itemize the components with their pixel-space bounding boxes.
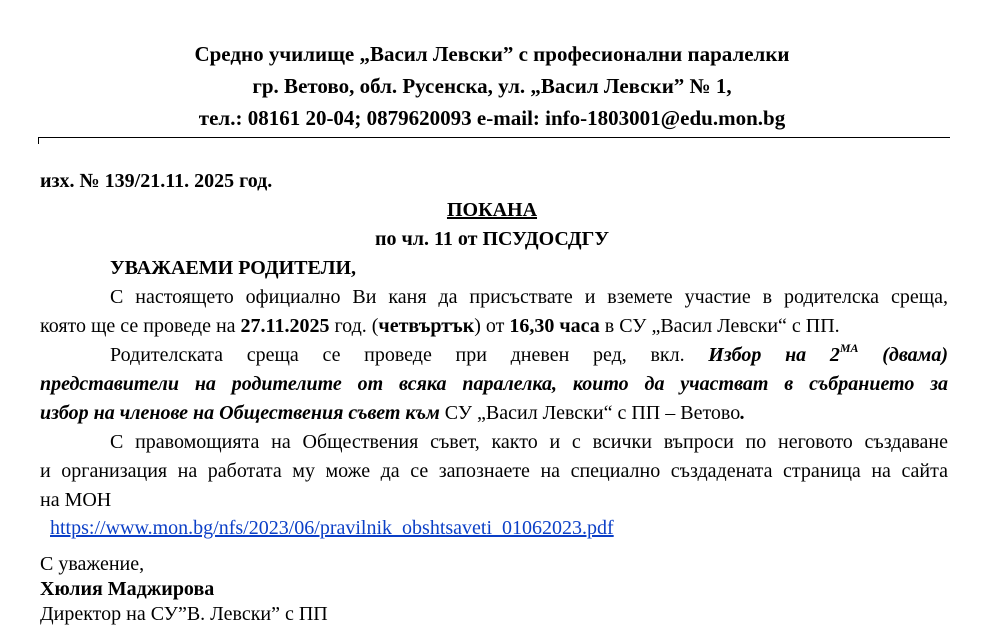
header-divider xyxy=(38,137,950,138)
paragraph-line xyxy=(40,428,948,457)
council-text: С правомощията на Обществения съвет, както и с всички въпроси по неговото създаване xyxy=(110,431,948,453)
invitation-text: год. ( xyxy=(329,315,379,337)
paragraph-line: и организация на работата му може да се запознаете на специално създадената страница на сайта xyxy=(40,460,948,482)
school-address: гр. Ветово, обл. Русенска, ул. „Васил Левски” № 1, xyxy=(252,74,732,98)
paragraph-line xyxy=(40,399,948,428)
paragraph-line xyxy=(40,283,948,312)
invitation-text: ) от xyxy=(474,315,510,337)
agenda-text: СУ „Васил Левски“ с ПП – Ветово xyxy=(439,402,741,424)
agenda-item: Избор на $2^{МА}$ (двама) xyxy=(708,341,948,366)
paragraph-line xyxy=(40,312,948,341)
paragraph-council xyxy=(40,428,948,515)
meeting-weekday: четвъртък xyxy=(378,315,475,337)
paragraph-invitation xyxy=(40,283,948,341)
invitation-text: която ще се проведе на xyxy=(40,315,241,337)
signatory-name: Хюлия Маджирова xyxy=(40,578,215,600)
school-name: Средно училище „Васил Левски” с професионални паралелки xyxy=(194,42,790,66)
document-title: ПОКАНА xyxy=(446,199,538,221)
invitation-text: С настоящето официално Ви каня да присъствате и вземете участие в родителска среща, xyxy=(110,286,948,308)
agenda-item-line: избор на членове на Обществения съвет към xyxy=(40,402,440,424)
superscript: МА xyxy=(839,341,859,355)
closing: С уважение, xyxy=(40,553,145,575)
agenda-dot: . xyxy=(740,402,746,424)
agenda-item-line: представители на родителите от всяка паралелка, които да участват в събранието за xyxy=(40,373,948,395)
school-contacts: тел.: 08161 20-04; 0879620093 e-mail: info-1803001@edu.mon.bg xyxy=(198,106,786,130)
paragraph-line xyxy=(40,341,948,370)
outgoing-reference: изх. № 139/21.11. 2025 год. xyxy=(40,170,273,192)
agenda-text: Родителската среща се проведе при дневен ред, вкл. xyxy=(110,344,709,366)
paragraph-agenda xyxy=(40,341,948,428)
paragraph-line: на МОН xyxy=(40,489,112,511)
signatory-position: Директор на СУ”В. Левски” с ПП xyxy=(40,603,328,625)
document-subtitle: по чл. 11 от ПСУДОСДГУ xyxy=(374,228,610,250)
meeting-time: 16,30 часа xyxy=(509,315,600,337)
meeting-date: 27.11.2025 xyxy=(240,315,330,337)
greeting: УВАЖАЕМИ РОДИТЕЛИ, xyxy=(110,257,357,279)
invitation-text: в СУ „Васил Левски“ с ПП. xyxy=(599,315,840,337)
header-divider-tick xyxy=(38,137,39,144)
regulation-link[interactable]: https://www.mon.bg/nfs/2023/06/pravilnik_obshtsaveti_01062023.pdf xyxy=(50,517,614,539)
